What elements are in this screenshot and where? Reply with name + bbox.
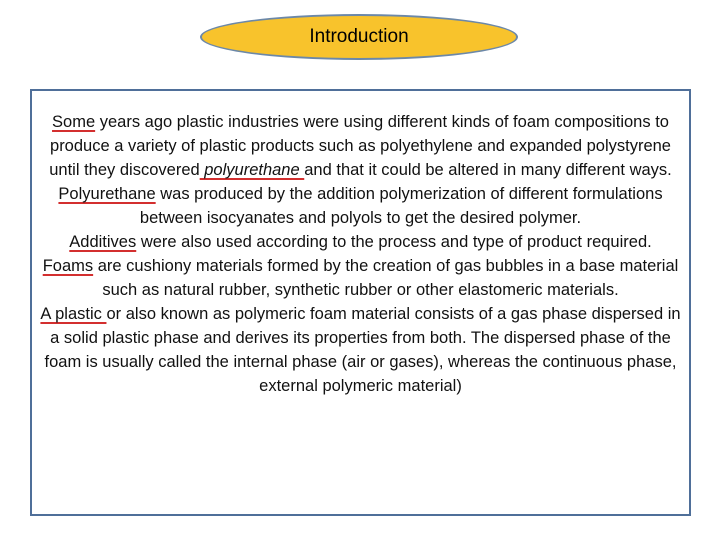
paragraph-intro-text-b: and that it could be altered in many different ways. — [304, 161, 672, 179]
page-title: Introduction — [309, 26, 409, 47]
body-text — [36, 110, 685, 398]
paragraph-foams — [36, 254, 685, 302]
content-box — [30, 89, 691, 516]
paragraph-plastic-text: or also known as polymeric foam material consists of a gas phase dispersed in a solid plastic phase and derives its properties from both. The dispersed phase of the foam is usually called the internal phase (air or gases), whereas the continuous phase, external polymeric material) — [44, 305, 681, 395]
term-polyurethane-inline: polyurethane — [199, 161, 305, 179]
term-foams: Foams — [42, 257, 94, 275]
paragraph-plastic — [36, 302, 685, 398]
paragraph-additives-text: were also used according to the process and type of product required. — [136, 233, 652, 251]
term-some: Some — [52, 113, 96, 131]
title-banner — [200, 14, 518, 60]
paragraph-additives — [36, 230, 685, 254]
term-a-plastic: A plastic — [40, 305, 107, 323]
paragraph-intro-text-a: years ago plastic industries were using different kinds of foam compositions to produce a variety of plastic products such as polyethylene and expanded polystyrene until they discovered — [49, 113, 671, 179]
paragraph-polyurethane-text: was produced by the addition polymerization of different formulations between isocyanates and polyols to get the desired polymer. — [139, 185, 663, 227]
paragraph-foams-text: are cushiony materials formed by the creation of gas bubbles in a base material such as natural rubber, synthetic rubber or other elastomeric materials. — [93, 257, 679, 299]
term-additives: Additives — [69, 233, 137, 251]
paragraph-intro — [36, 110, 685, 182]
paragraph-polyurethane — [36, 182, 685, 230]
term-polyurethane: Polyurethane — [58, 185, 156, 203]
